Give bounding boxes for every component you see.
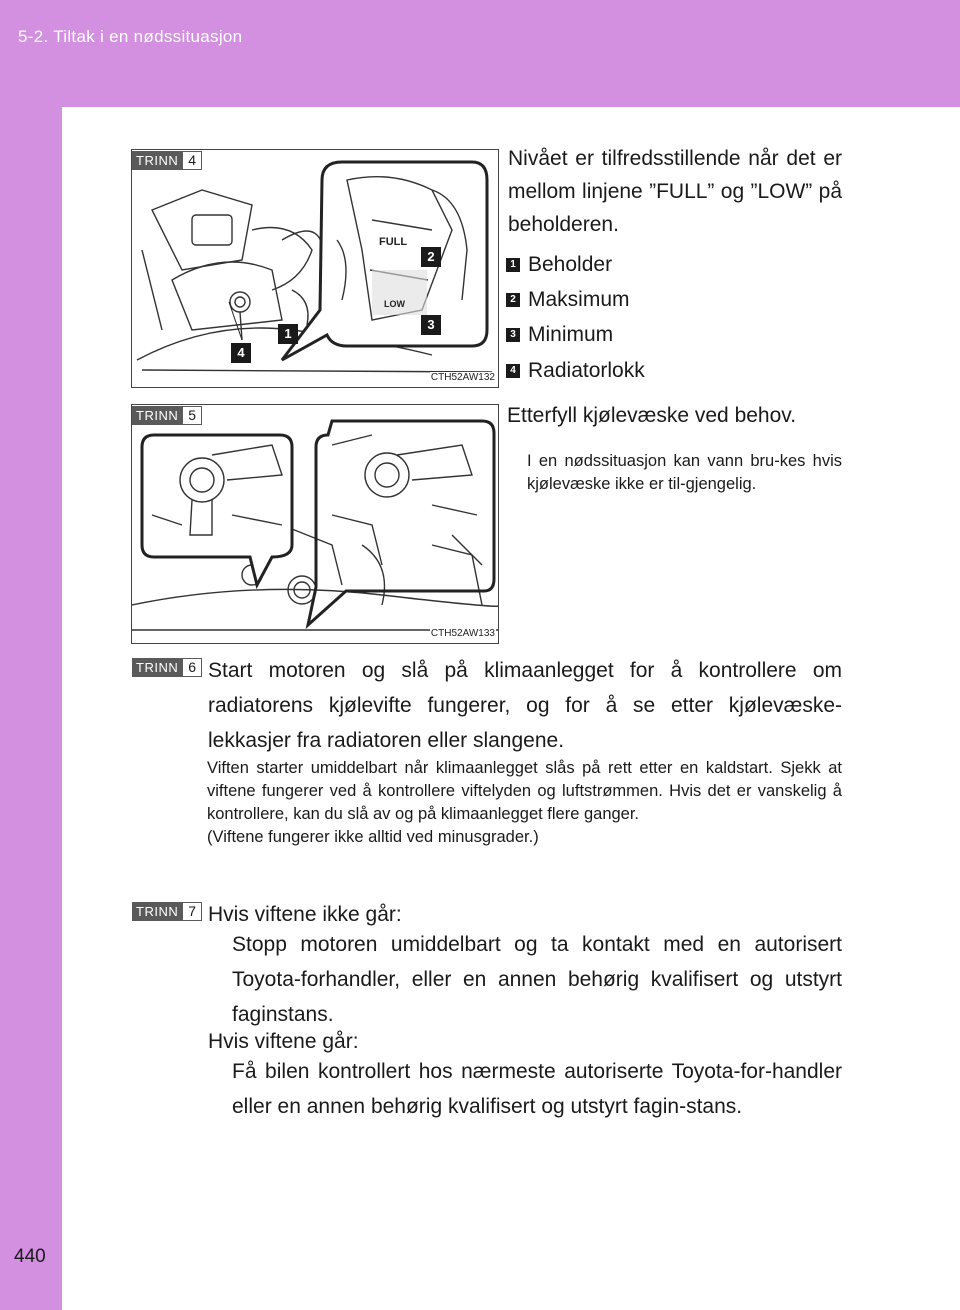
figure-code: CTH52AW133 bbox=[430, 628, 495, 639]
legend-num: 4 bbox=[506, 364, 520, 378]
callout-2: 2 bbox=[421, 247, 441, 267]
step6-note-text: Viften starter umiddelbart når klimaanlegget slås på rett etter en kaldstart. Sjekk at viftene fungerer ved å kontrollere viftelyden og luftstrømmen. Hvis det er vanskelig å kontrollere, kan du slå av og på klimaanlegget flere ganger. bbox=[207, 759, 842, 823]
section-title: 5-2. Tiltak i en nødssituasjon bbox=[18, 27, 243, 46]
legend-item-1 bbox=[506, 250, 612, 280]
legend-label: Minimum bbox=[528, 323, 614, 346]
step-word: TRINN bbox=[132, 902, 182, 921]
step6-text: Start motoren og slå på klimaanlegget for å kontrollere om radiatorens kjølevifte fungerer, og for å se etter kjølevæske-lekkasjer fra radiatoren eller slangene. bbox=[208, 659, 842, 752]
legend-num: 3 bbox=[506, 328, 520, 342]
header-band bbox=[0, 0, 960, 107]
step5-note: I en nødssituasjon kan vann bru-kes hvis kjølevæske ikke er til-gjengelig. bbox=[527, 452, 842, 493]
engine-bay-illustration bbox=[132, 150, 498, 387]
step7-case1-action: Stopp motoren umiddelbart og ta kontakt med en autorisert Toyota-forhandler, eller en annen behørig kvalifisert og utstyrt faginstans. bbox=[232, 933, 842, 1026]
callout-4: 4 bbox=[231, 343, 251, 363]
step-word: TRINN bbox=[132, 151, 182, 170]
step-word: TRINN bbox=[132, 406, 182, 425]
legend-item-4 bbox=[506, 356, 645, 386]
page-number: 440 bbox=[14, 1246, 46, 1267]
step-word: TRINN bbox=[132, 658, 182, 677]
figure-coolant-reservoir bbox=[131, 149, 499, 388]
step-tag-7 bbox=[132, 902, 202, 921]
step-tag-4 bbox=[132, 151, 202, 170]
legend-num: 2 bbox=[506, 293, 520, 307]
figure-code: CTH52AW132 bbox=[430, 372, 495, 383]
side-band bbox=[0, 107, 62, 1310]
callout-1: 1 bbox=[278, 324, 298, 344]
step7-case1: Hvis viftene ikke går: bbox=[208, 903, 402, 926]
callout-3: 3 bbox=[421, 315, 441, 335]
svg-text:FULL: FULL bbox=[379, 236, 408, 248]
step4-text: Nivået er tilfredsstillende når det er mellom linjene ”FULL” og ”LOW” på beholderen. bbox=[508, 147, 842, 236]
figure-refill-coolant bbox=[131, 404, 499, 644]
step-number: 7 bbox=[182, 902, 202, 921]
step5-text: Etterfyll kjølevæske ved behov. bbox=[507, 404, 797, 427]
step7-case2: Hvis viftene går: bbox=[208, 1030, 359, 1053]
legend-item-3 bbox=[506, 320, 613, 350]
step6-note bbox=[207, 757, 842, 849]
step-number: 5 bbox=[182, 406, 202, 425]
step-tag-5 bbox=[132, 406, 202, 425]
legend-item-2 bbox=[506, 285, 630, 315]
step-number: 4 bbox=[182, 151, 202, 170]
legend-label: Radiatorlokk bbox=[528, 359, 645, 382]
step-number: 6 bbox=[182, 658, 202, 677]
svg-text:LOW: LOW bbox=[384, 299, 405, 309]
legend-label: Beholder bbox=[528, 253, 613, 276]
legend-num: 1 bbox=[506, 258, 520, 272]
step6-note-extra: (Viftene fungerer ikke alltid ved minusgrader.) bbox=[207, 828, 539, 846]
step-tag-6 bbox=[132, 658, 202, 677]
step7-case2-action: Få bilen kontrollert hos nærmeste autoriserte Toyota-for-handler eller en annen behørig kvalifisert og utstyrt fagin-stans. bbox=[232, 1060, 842, 1118]
legend-label: Maksimum bbox=[528, 288, 630, 311]
refill-illustration bbox=[132, 405, 498, 643]
